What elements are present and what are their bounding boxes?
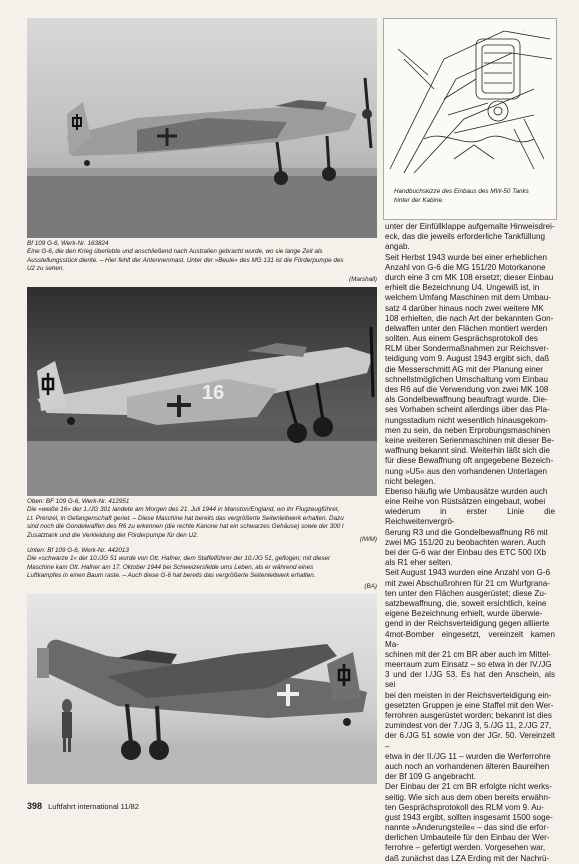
article-line: der 6./JG 51 sowie von der JGr. 50. Vereinzelt –: [385, 731, 555, 751]
caption-photo3: [27, 547, 377, 591]
article-line: mit zwei Abschußrohren für 21 cm Wurfgrana-: [385, 578, 550, 588]
svg-text:16: 16: [202, 382, 225, 404]
article-line: waffnung bekannt sind. Weiterhin läßt sich die: [385, 446, 550, 456]
article-line: ferrohren ausgerüstet worden; bekannt ist dies: [385, 711, 552, 720]
article-line: des R6 auf die Verwendung von zwei MK 108: [385, 385, 549, 394]
article-line: ten Gesprächsprotokoll des RLM vom 9. Au-: [385, 802, 544, 812]
photo-credit: (Marshall): [349, 275, 377, 283]
caption-line: Zusatztank und die Verkleidung der Förderpumpe für den U2.: [27, 531, 199, 539]
caption-photo2: [27, 498, 377, 544]
article-line: nung »U5« aus den vorhandenen Unterlagen: [385, 466, 548, 476]
article-line: bei der G-6 war der Einbau des ETC 500 IXb: [385, 548, 547, 557]
article-line: der Bf 109 G angebracht.: [385, 772, 476, 782]
article-line: ßerung R3 und die Gondelbewaffnung R6 mit: [385, 527, 548, 537]
caption-line: Oben: BF 109 G-6, Werk-Nr. 412951: [27, 498, 130, 505]
article-line: zwei MG 151/20 zu beobachten waren. Auch: [385, 537, 546, 547]
article-line: gend in der Reichsverteidigung gegen alliierte: [385, 619, 550, 629]
article-line: derlichen Umbauteile für den Einbau der Wer-: [385, 833, 550, 843]
article-line: sollten. Aus einem Gesprächsprotokoll des: [385, 334, 538, 344]
article-line: Anzahl von G-6 die MG 151/20 Motorkanone: [385, 262, 546, 272]
article-line: nicht belegen.: [385, 476, 436, 486]
article-line: welchem Umfang Maschinen mit dem Umbau-: [385, 293, 551, 303]
article-line: als Gondelbewaffnung beauftragt wurde. Die-: [385, 395, 548, 405]
caption-line: Eine G-6, die den Krieg überlebte und anschließend nach Australien gebracht wurde, wo sie lange Zeit als: [27, 248, 323, 256]
article-line: Seit August 1943 wurden eine Anzahl von G-6: [385, 568, 551, 578]
caption-line: Die »weiße 16« der 1./JG 301 landete am Morgen des 21. Juli 1944 in Manston/England, wo ihr Flugzeugführer,: [27, 506, 340, 514]
article-line: zumindest von der 7./JG 3, 5./JG 11, 2./JG 27,: [385, 721, 552, 731]
photo-credit: (IWM): [359, 535, 377, 543]
article-line: Seit Herbst 1943 wurde bei einer erheblichen: [385, 252, 547, 262]
article-line: ferrohre – gefertigt werden. Vorgesehen war,: [385, 843, 546, 853]
article-line: eine Reihe von Rüstsätzen eingebaut, wobei: [385, 497, 546, 507]
caption-line: Handbuchskizze des Einbaus des MW-50 Tanks: [394, 188, 529, 195]
article-line: 4mot-Bomber eingesetzt, vereinzelt kamen Ma-: [385, 629, 555, 649]
article-line: wiederum in erster Linie die Reichweitenvergrö-: [385, 507, 555, 527]
photo-bf109-g6-442013: [27, 594, 377, 784]
article-body: [385, 222, 555, 864]
publication-title: Luftfahrt international 11/82: [48, 802, 139, 811]
caption-line: U2 zu sehen.: [27, 265, 65, 273]
article-line: teidigung vom 9. August 1943 ergibt sich, daß: [385, 354, 550, 364]
caption-line: Ausstellungsstück diente. – Hier fehlt der Antennenmast. Unter der »Beule« des MG 131 ist die Förderpumpe des: [27, 256, 344, 264]
article-line: satz 4 darüber hinaus noch zwei weitere MK: [385, 303, 544, 313]
photo-credit: (BA): [364, 582, 377, 590]
article-line: eck, das die jeweils erforderliche Tankfüllung: [385, 232, 546, 242]
article-line: für diese Bewaffnung oft angegebene Bezeich-: [385, 456, 554, 466]
article-line: ten unter den Flächen ausgerüstet; diese Zu-: [385, 588, 547, 598]
article-line: Der Einbau der 21 cm BR erfolgte nicht werks-: [385, 782, 552, 792]
article-line: erhielt die Bezeichnung U4. Ungewiß ist, in: [385, 283, 540, 293]
caption-line: Luftkampfes in einen Baum raste. – Auch diese G-6 hat bereits das vergrößerte Seitenleitwerk erhalten.: [27, 572, 316, 580]
article-line: keine weiteren Serienmaschinen mit dieser Be-: [385, 435, 555, 445]
article-line: ses Vorhaben scheint allerdings über das Pla-: [385, 405, 550, 415]
caption-sketch: [394, 188, 552, 205]
article-line: die Messerschmitt AG mit der Planung einer: [385, 364, 543, 374]
article-line: schinen mit der 21 cm BR aber auch im Mittel-: [385, 649, 551, 659]
article-line: gesetzten Gruppen je eine Staffel mit den Wer-: [385, 700, 554, 710]
article-line: gust 1943 ergibt, sollten insgesamt 1500 soge-: [385, 812, 553, 822]
article-line: RLM über Sondermaßnahmen zur Reichsver-: [385, 344, 549, 354]
caption-line: Bf 109 G-6, Werk-Nr. 163824: [27, 240, 109, 247]
photo-bf109-g6-412951: [27, 287, 377, 496]
article-line: durch eine 3 cm MK 108 ersetzt; dieser Einbau: [385, 272, 554, 282]
article-line: schnellstmöglichen Umschaltung vom Einbau: [385, 374, 548, 384]
caption-line: hinter der Kabine.: [394, 196, 444, 204]
article-line: eigene Bezeichnung erhielt, wurde überwie-: [385, 609, 543, 619]
page-footer: [27, 801, 139, 811]
caption-line: sind noch die Gondelwaffen des R6 zu erkennen (die rechte Kanone hat ein schwarzes Gehäuse) sowie der 300 l: [27, 523, 344, 531]
article-line: men zu sein, da neben Erprobungsmaschinen: [385, 425, 551, 435]
caption-line: Die »schwarze 1« der 10./JG 51 wurde von Ott. Hafner, dem Staffelführer der 10./JG 51, geflogen; mit dieser: [27, 555, 331, 563]
article-line: als R1 eher selten.: [385, 558, 453, 568]
svg-text:.: .: [524, 27, 526, 33]
article-line: daß zunächst das LZA Erding mit der Nachrü-: [385, 853, 550, 863]
article-line: delwaffen unter den Flächen montiert werden: [385, 323, 548, 333]
article-line: nannte »Änderungsteile« – das sind die erfor-: [385, 823, 549, 833]
article-line: meerraum zum Einsatz – so etwa in der IV./JG: [385, 660, 552, 670]
caption-photo1: [27, 240, 377, 284]
page-number: 398: [27, 801, 43, 811]
photo-bf109-g6-163824: [27, 18, 377, 238]
article-line: auch noch an vorhandenen älteren Baureihen: [385, 761, 550, 771]
article-line: seitig. Wie sich aus dem oben bereits erwähn-: [385, 792, 551, 802]
article-line: satzbewaffnung, die, soweit ersichtlich, keine: [385, 598, 547, 608]
caption-line: Maschine kam Ott. Hafner am 17. Oktober 1944 bei Schweizersfelde ums Leben, als er während eines: [27, 563, 314, 571]
caption-line: Unten: Bf 109 G-6, Werk-Nr. 442013: [27, 547, 129, 554]
article-line: 3 und der I./JG 53. Es hat den Anschein, als sei: [385, 670, 555, 690]
article-line: 108 erhielten, die nach Art der bekannten Gon-: [385, 313, 554, 323]
article-line: angab.: [385, 242, 410, 252]
caption-line: Lt. Prenzel, in Gefangenschaft geriet. – Diese Maschine hat bereits das vergrößerte Seitenleitwerk erhalten. Dazu: [27, 514, 344, 522]
article-line: nungsstadium nicht wesentlich hinausgekom-: [385, 415, 548, 425]
article-line: unter der Einfüllklappe aufgemalte Hinweisdrei-: [385, 222, 555, 231]
article-line: bei den meisten in der Reichsverteidigung ein-: [385, 690, 552, 700]
article-line: etwa in der II./JG 11 – wurden die Werferrohre: [385, 751, 551, 761]
article-line: Ebenso häufig wie Umbausätze wurden auch: [385, 486, 548, 496]
